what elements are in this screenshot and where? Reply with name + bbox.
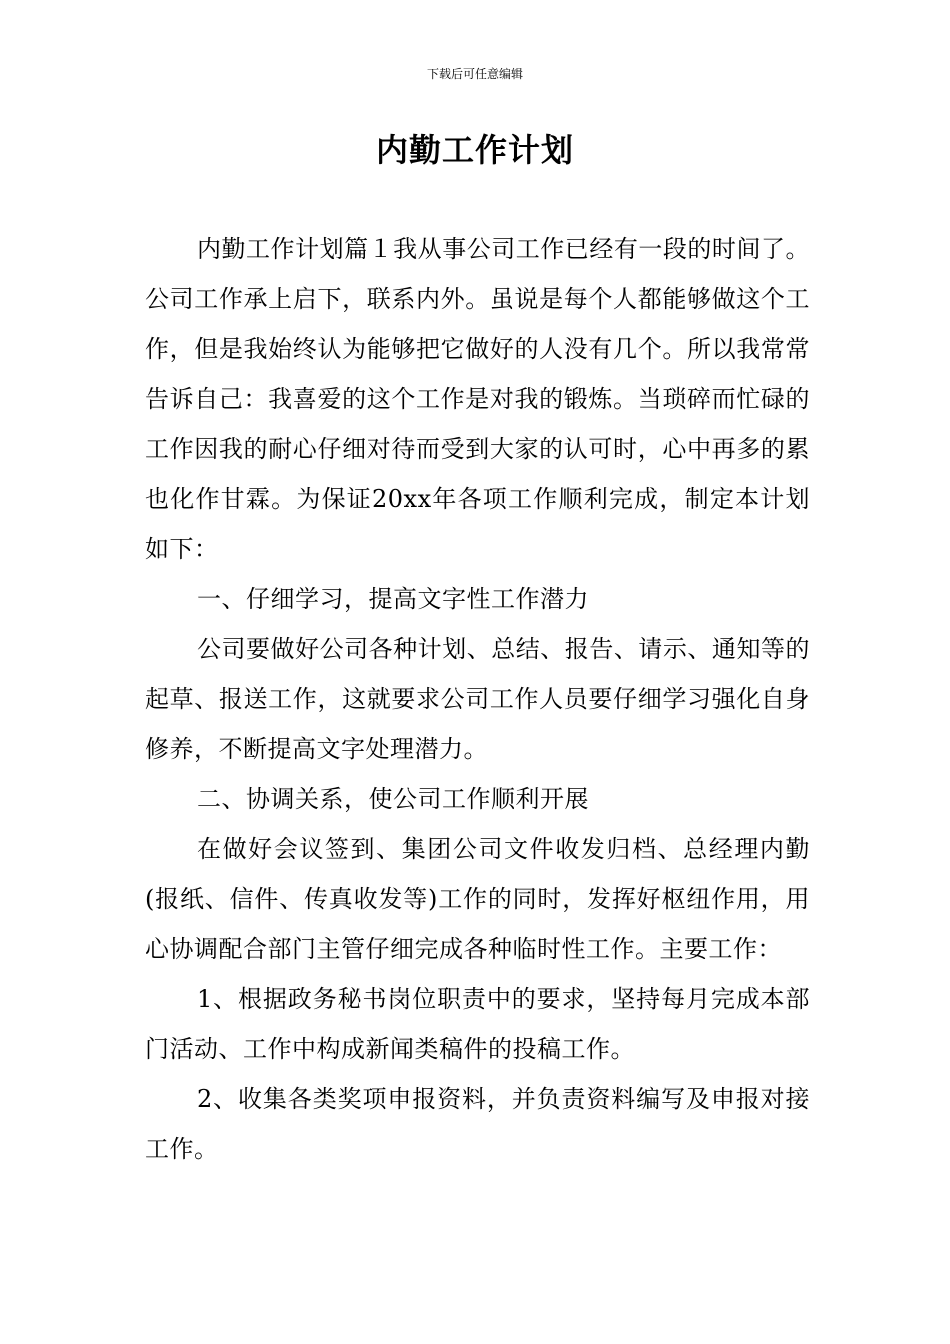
document-title: 内勤工作计划 bbox=[375, 131, 574, 169]
paragraph-section-2: 在做好会议签到、集团公司文件收发归档、总经理内勤(报纸、信件、传真收发等)工作的同时，发挥好枢纽作用，用心协调配合部门主管仔细完成各种临时性工作。主要工作： bbox=[145, 835, 810, 963]
list-item-2: 2、收集各类奖项申报资料，并负责资料编写及申报对接工作。 bbox=[145, 1085, 810, 1163]
section-heading-1: 一、仔细学习，提高文字性工作潜力 bbox=[197, 585, 589, 613]
list-item-1: 1、根据政务秘书岗位职责中的要求，坚持每月完成本部门活动、工作中构成新闻类稿件的投稿工作。 bbox=[145, 985, 810, 1063]
section-heading-2: 二、协调关系，使公司工作顺利开展 bbox=[197, 785, 589, 813]
header-note: 下载后可任意编辑 bbox=[426, 67, 523, 81]
paragraph-intro: 内勤工作计划篇１我从事公司工作已经有一段的时间了。公司工作承上启下，联系内外。虽说是每个人都能够做这个工作，但是我始终认为能够把它做好的人没有几个。所以我常常告诉自己：我喜爱的这个工作是对我的锻炼。当琐碎而忙碌的工作因我的耐心仔细对待而受到大家的认可时，心中再多的累也化作甘霖。为保证20xx年各项工作顺利完成，制定本计划如下： bbox=[145, 235, 810, 563]
document-body bbox=[145, 224, 810, 1174]
paragraph-section-1: 公司要做好公司各种计划、总结、报告、请示、通知等的起草、报送工作，这就要求公司工作人员要仔细学习强化自身修养，不断提高文字处理潜力。 bbox=[145, 635, 810, 763]
